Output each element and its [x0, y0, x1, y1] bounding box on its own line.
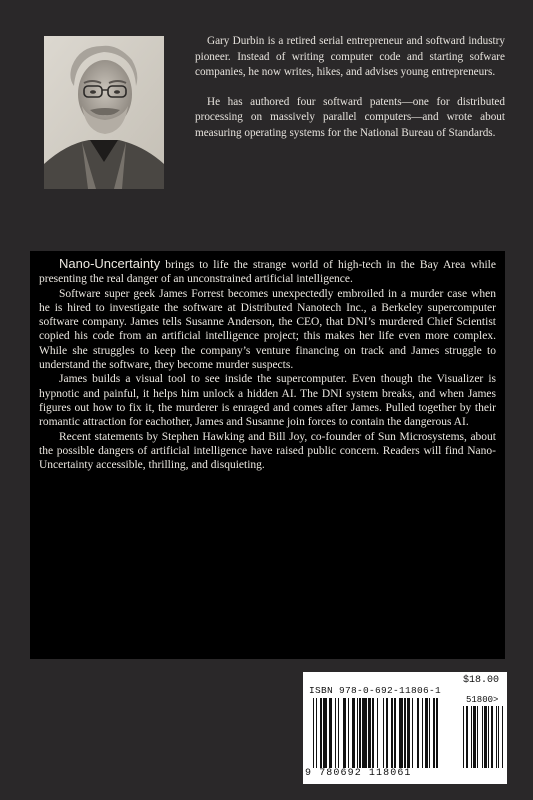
barcode-bar [471, 706, 472, 768]
barcode-digits: 9 780692 118061 [305, 768, 412, 779]
barcode-bar [386, 698, 389, 768]
blurb-paragraph: James builds a visual tool to see inside the supercomputer. Even though the Visualizer is hypnotic and painful, it helps him unlock a hidden AI. The DNI system breaks, and when James figures out how to fix it, the murderer is enraged and comes after James. Pulled together by their romantic attraction for eachother, James and Susanne join forces to contain the dangerous AI. [39, 373, 496, 429]
book-description [30, 251, 505, 659]
barcode-bar [433, 698, 434, 768]
barcode-bar [502, 706, 503, 768]
barcode-bar [498, 706, 499, 768]
isbn-barcode [303, 672, 507, 784]
bio-paragraph: He has authored four softward patents—one for distributed processing on massively parallel computers—and wrote about measuring operating systems for the National Bureau of Standards. [195, 95, 505, 139]
barcode-bar [362, 698, 366, 768]
barcode-bar [496, 706, 497, 768]
barcode-bar [313, 698, 314, 768]
isbn-label: ISBN 978-0-692-11806-1 [309, 685, 442, 696]
barcode-bar [482, 706, 483, 768]
barcode-bar [422, 698, 423, 768]
bio-paragraph: Gary Durbin is a retired serial entrepreneur and softward industry pioneer. Instead of writing computer code and starting sofware companies, he now writes, hikes, and advises young entrepreneurs. [195, 35, 505, 79]
barcode-bar [357, 698, 358, 768]
barcode-bar [348, 698, 349, 768]
barcode-bar [463, 706, 464, 768]
price-label: $18.00 [463, 675, 500, 686]
barcode-bar [338, 698, 339, 768]
blurb-lead-paragraph [39, 257, 496, 287]
barcode-bar [488, 706, 489, 768]
barcode-bar [368, 698, 371, 768]
barcode-bar [466, 706, 469, 768]
barcode-bar [491, 706, 494, 768]
barcode-bar [329, 698, 332, 768]
barcode-bar [407, 698, 410, 768]
barcode-bar [320, 698, 321, 768]
barcode-bar [316, 698, 317, 768]
book-title: Nano-Uncertainty [59, 256, 161, 271]
price-addon-bars [463, 706, 501, 768]
barcode-bar [394, 698, 395, 768]
barcode-bar [391, 698, 392, 768]
barcode-bar [477, 706, 478, 768]
barcode-bar [436, 698, 437, 768]
barcode-bar [484, 706, 487, 768]
barcode-bar [343, 698, 346, 768]
barcode-bar [383, 698, 384, 768]
blurb-lead-text: brings to life the strange world of high-tech in the Bay Area while presenting the real danger of an unconstrained artificial intelligence. [39, 259, 496, 286]
barcode-bar [417, 698, 418, 768]
barcode-bar [412, 698, 413, 768]
blurb-paragraph: Recent statements by Stephen Hawking and Bill Joy, co-founder of Sun Microsystems, about the possible dangers of artificial intelligence have raised public concern. Readers will find Nano-Uncertainty accessible, thrilling, and disquieting. [39, 430, 496, 472]
barcode-bar [399, 698, 403, 768]
barcode-bar [425, 698, 428, 768]
author-bio [195, 34, 505, 142]
barcode-bar [473, 706, 476, 768]
blurb-paragraph: Software super geek James Forrest becomes unexpectedly embroiled in a murder case when he is hired to investigate the software at Distributed Nanotech Inc., a Berkeley supercomputer software company. James tells Susanne Anderson, the CEO, that DNI’s murdered Chief Scientist copied his code from an artificial intelligence project; this makes her life even more complex. While she struggles to keep the company’s venture financing on track and James struggle to understand the software, they become murder suspects. [39, 287, 496, 372]
barcode-bar [429, 698, 430, 768]
barcode-bar [404, 698, 405, 768]
barcode-bar [372, 698, 373, 768]
price-addon-label: 51800> [466, 695, 499, 705]
barcode-bar [323, 698, 327, 768]
barcode-bars [313, 698, 458, 768]
author-portrait-image [44, 36, 164, 189]
barcode-bar [377, 698, 378, 768]
barcode-bar [335, 698, 336, 768]
barcode-bar [359, 698, 360, 768]
barcode-bar [352, 698, 355, 768]
author-photo [44, 36, 164, 189]
